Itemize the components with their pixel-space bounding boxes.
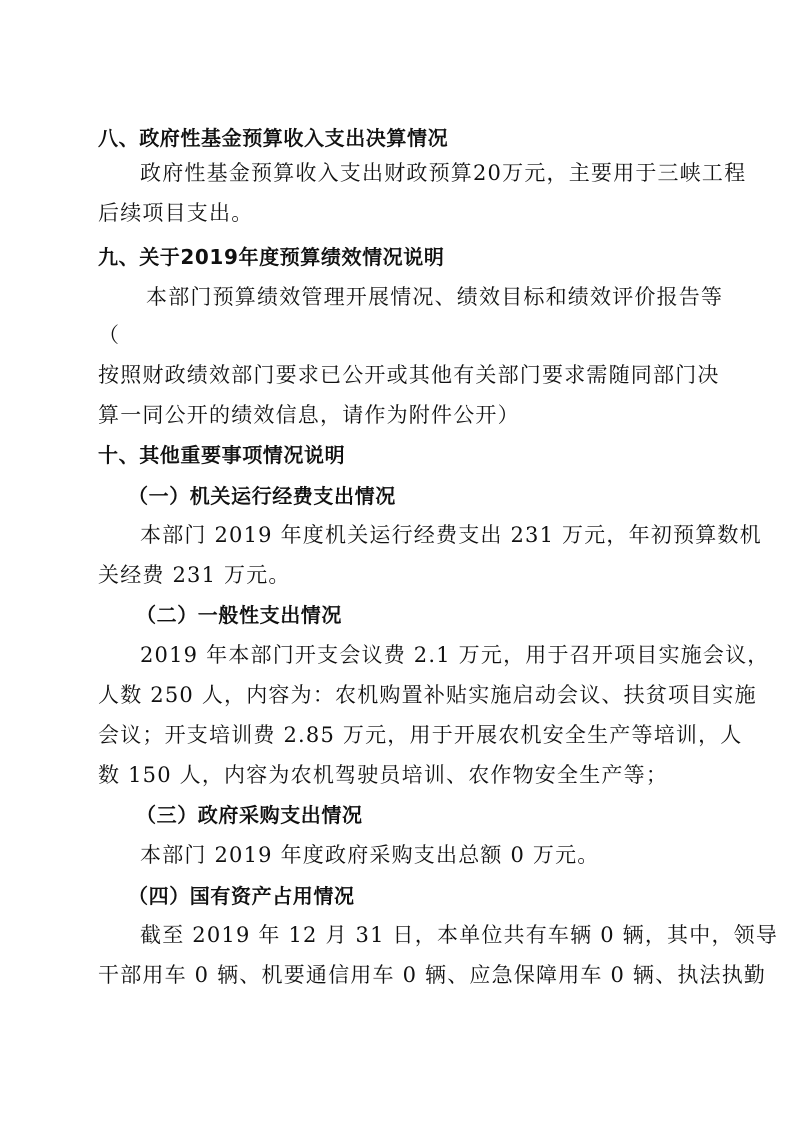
subsection-1-line-1: 本部门 2019 年度机关运行经费支出 231 万元，年初预算数机 [140, 523, 762, 547]
subsection-4-line-1: 截至 2019 年 12 月 31 日，本单位共有车辆 0 辆，其中，领导 [140, 923, 779, 947]
section-9-heading: 九、关于2019年度预算绩效情况说明 [98, 245, 445, 269]
subsection-1-heading: （一）机关运行经费支出情况 [128, 484, 396, 508]
subsection-2-line-2: 人数 250 人，内容为：农机购置补贴实施启动会议、扶贫项目实施 [98, 683, 757, 707]
section-9-paragraph-line-2: （ [98, 323, 121, 347]
section-9-paragraph-line-4: 算一同公开的绩效信息，请作为附件公开） [98, 403, 520, 427]
subsection-4-line-2: 干部用车 0 辆、机要通信用车 0 辆、应急保障用车 0 辆、执法执勤 [98, 963, 767, 987]
subsection-1-line-2: 关经费 231 万元。 [98, 563, 291, 587]
subsection-2-heading: （二）一般性支出情况 [136, 603, 342, 627]
subsection-3-heading: （三）政府采购支出情况 [136, 803, 363, 827]
subsection-3-line-1: 本部门 2019 年度政府采购支出总额 0 万元。 [140, 843, 600, 867]
subsection-2-line-4: 数 150 人，内容为农机驾驶员培训、农作物安全生产等； [98, 763, 669, 787]
subsection-4-heading: （四）国有资产占用情况 [128, 884, 355, 908]
section-8-paragraph-line-2: 后续项目支出。 [98, 201, 254, 225]
section-9-paragraph-line-1: 本部门预算绩效管理开展情况、绩效目标和绩效评价报告等 [146, 285, 724, 309]
section-8-paragraph-line-1: 政府性基金预算收入支出财政预算20万元，主要用于三峡工程 [140, 161, 747, 185]
section-9-paragraph-line-3: 按照财政绩效部门要求已公开或其他有关部门要求需随同部门决 [98, 363, 720, 387]
section-10-heading: 十、其他重要事项情况说明 [98, 443, 346, 467]
subsection-2-line-1: 2019 年本部门开支会议费 2.1 万元，用于召开项目实施会议， [140, 643, 770, 667]
section-8-heading: 八、政府性基金预算收入支出决算情况 [98, 126, 449, 150]
subsection-2-line-3: 会议；开支培训费 2.85 万元，用于开展农机安全生产等培训，人 [98, 723, 743, 747]
